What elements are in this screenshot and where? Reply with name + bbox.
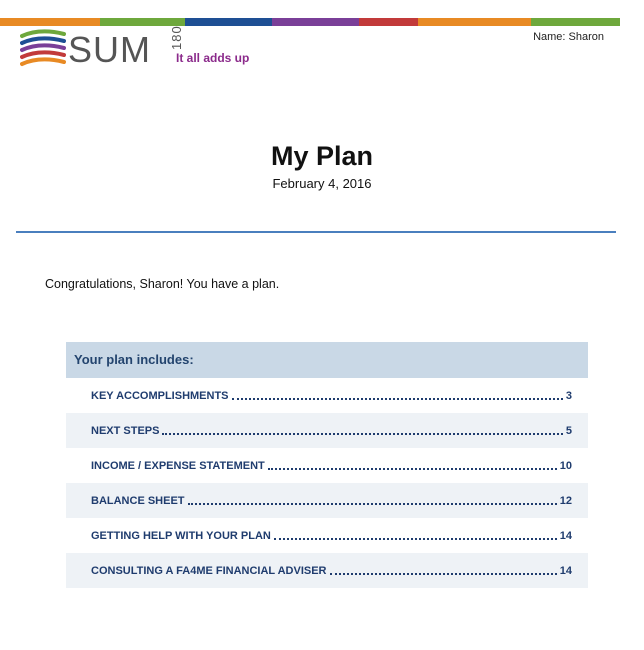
stripe-segment [359,18,418,26]
plan-item-label: CONSULTING A FA4ME FINANCIAL ADVISER [91,564,327,577]
tagline: It all adds up [176,51,250,65]
logo-swoosh-icon [20,28,66,72]
plan-item-page: 12 [559,494,572,507]
stripe-segment [531,18,620,26]
plan-item-label: BALANCE SHEET [91,494,185,507]
plan-item-label: NEXT STEPS [91,424,160,437]
plan-item[interactable] [66,413,588,448]
divider [16,231,616,233]
stripe-segment [185,18,272,26]
page-date: February 4, 2016 [272,176,372,191]
dot-leader [274,538,557,540]
plan-heading: Your plan includes: [66,342,588,378]
stripe-segment [0,18,100,26]
congrats-message: Congratulations, Sharon! You have a plan. [45,277,280,291]
plan-item[interactable] [66,553,588,588]
plan-item-page: 10 [559,459,572,472]
plan-item-label: INCOME / EXPENSE STATEMENT [91,459,265,472]
plan-item-page: 5 [565,424,572,437]
plan-item-page: 14 [559,564,572,577]
dot-leader [232,398,563,400]
plan-item[interactable] [66,448,588,483]
dot-leader [330,573,557,575]
stripe-segment [418,18,531,26]
plan-item-label: KEY ACCOMPLISHMENTS [91,389,229,402]
color-stripe [0,18,620,26]
plan-contents [66,342,588,588]
name-label: Name: Sharon [533,31,604,43]
plan-item[interactable] [66,518,588,553]
dot-leader [268,468,557,470]
logo-number: 180 [169,25,184,50]
dot-leader [162,433,562,435]
logo-wordmark: SUM [68,29,151,70]
plan-item[interactable] [66,483,588,518]
plan-item-page: 14 [559,529,572,542]
plan-item-page: 3 [565,389,572,402]
plan-item-label: GETTING HELP WITH YOUR PLAN [91,529,271,542]
page-title: My Plan [270,141,374,171]
plan-item[interactable] [66,378,588,413]
dot-leader [188,503,557,505]
stripe-segment [272,18,359,26]
